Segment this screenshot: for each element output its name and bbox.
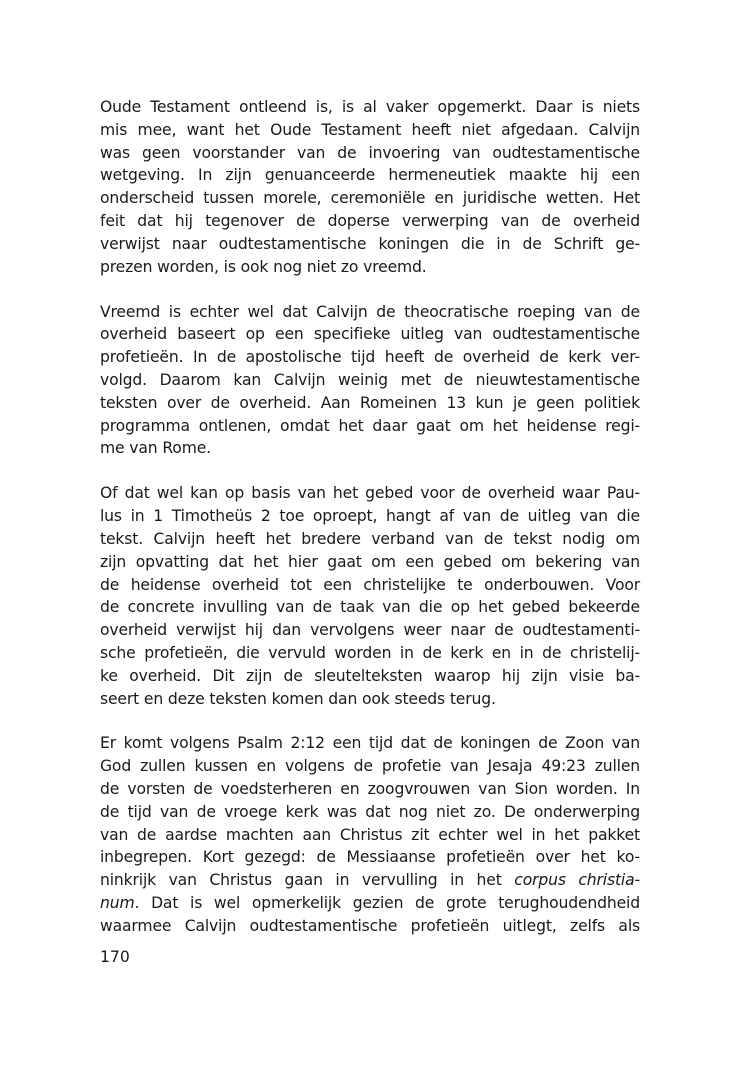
text-line: feit dat hij tegenover de doperse verwerping van de overheid	[100, 211, 640, 230]
text-line-with-italic	[100, 892, 640, 915]
page-number: 170	[100, 948, 130, 966]
paragraph	[100, 301, 640, 461]
text-line: Of dat wel kan op basis van het gebed voor de overheid waar Pau-	[100, 484, 640, 503]
text-line: overheid baseert op een specifieke uitleg van oudtestamentische	[100, 325, 640, 344]
text-line: van de aardse machten aan Christus zit echter wel in het pakket	[100, 825, 640, 844]
text-line: de concrete invulling van de taak van die op het gebed bekeerde	[100, 598, 640, 617]
line-segment: . Dat is wel opmerkelijk gezien de grote terughoudendheid	[134, 894, 640, 913]
paragraph	[100, 96, 640, 278]
text-line: Er komt volgens Psalm 2:12 een tijd dat de koningen de Zoon van	[100, 734, 640, 753]
text-line: profetieën. In de apostolische tijd heeft de overheid de kerk ver-	[100, 348, 640, 367]
text-line: teksten over de overheid. Aan Romeinen 13 kun je geen politiek	[100, 393, 640, 412]
text-line: overheid verwijst hij dan vervolgens weer naar de oudtestamenti-	[100, 621, 640, 640]
text-line: ke overheid. Dit zijn de sleutelteksten waarop hij zijn visie ba-	[100, 666, 640, 685]
italic-term: num	[100, 894, 135, 913]
text-line: Oude Testament ontleend is, is al vaker opgemerkt. Daar is niets	[100, 98, 640, 116]
text-line: onderscheid tussen morele, ceremoniële en juridische wetten. Het	[100, 189, 640, 208]
paragraph-gap	[100, 278, 640, 300]
text-line-with-italic	[100, 869, 640, 892]
text-line: me van Rome.	[100, 439, 211, 458]
text-line: zijn opvatting dat het hier gaat om een gebed om bekering van	[100, 552, 640, 571]
text-line: de vorsten de voedsterheren en zoogvrouwen van Sion worden. In	[100, 780, 640, 799]
text-line: de heidense overheid tot een christelijke te onderbouwen. Voor	[100, 575, 640, 594]
text-line: seert en deze teksten komen dan ook steeds terug.	[100, 689, 496, 708]
text-line: waarmee Calvijn oudtestamentische profetieën uitlegt, zelfs als	[100, 916, 640, 935]
paragraph-gap	[100, 460, 640, 482]
text-line: Vreemd is echter wel dat Calvijn de theocratische roeping van de	[100, 302, 640, 321]
text-line: lus in 1 Timotheüs 2 toe oproept, hangt af van de uitleg van die	[100, 507, 640, 526]
text-line: wetgeving. In zijn genuanceerde hermeneutiek maakte hij een	[100, 166, 640, 185]
text-line: was geen voorstander van de invoering van oudtestamentische	[100, 143, 640, 162]
text-line: mis mee, want het Oude Testament heeft niet afgedaan. Calvijn	[100, 120, 640, 139]
text-line: de tijd van de vroege kerk was dat nog niet zo. De onderwerping	[100, 802, 640, 821]
text-line: tekst. Calvijn heeft het bredere verband van de tekst nodig om	[100, 529, 640, 548]
text-line: verwijst naar oudtestamentische koningen die in de Schrift ge-	[100, 234, 640, 253]
italic-term: corpus christia-	[514, 871, 640, 890]
body-text	[100, 96, 640, 938]
paragraph	[100, 732, 640, 937]
text-line: inbegrepen. Kort gezegd: de Messiaanse profetieën over het ko-	[100, 848, 640, 867]
text-line: volgd. Daarom kan Calvijn weinig met de nieuwtestamentische	[100, 370, 640, 389]
paragraph-gap	[100, 710, 640, 732]
text-line: God zullen kussen en volgens de profetie van Jesaja 49:23 zullen	[100, 757, 640, 776]
paragraph	[100, 482, 640, 710]
text-line: programma ontlenen, omdat het daar gaat om het heidense regi-	[100, 416, 640, 435]
text-line: sche profetieën, die vervuld worden in de kerk en in de christelij-	[100, 643, 640, 662]
line-segment: ninkrijk van Christus gaan in vervulling in het	[100, 871, 502, 890]
text-line: prezen worden, is ook nog niet zo vreemd.	[100, 257, 427, 276]
